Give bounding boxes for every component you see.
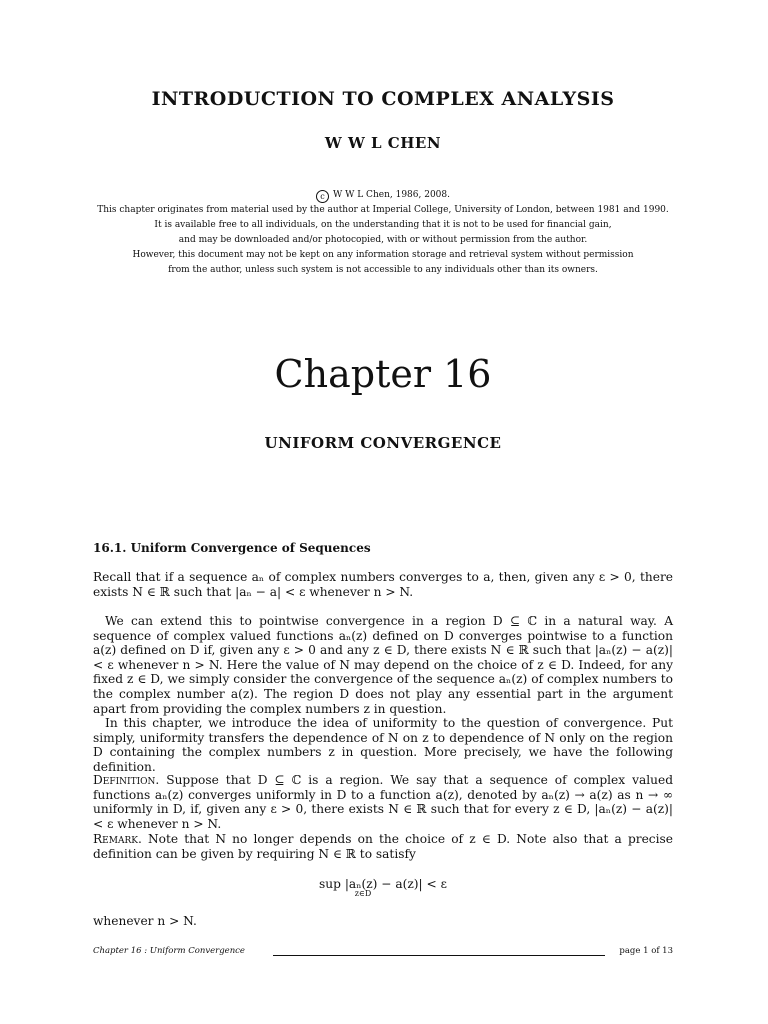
copyright-text: W W L Chen, 1986, 2008. [333, 190, 450, 200]
footer-page-number: page 1 of 13 [619, 946, 673, 956]
paragraph-2: We can extend this to pointwise convergence in a region D ⊆ ℂ in a natural way. A sequence of complex valued functions aₙ(z) defined on D converges pointwise to a function a(z) defined on D if, given any ε > 0 and any z ∈ D, there exists N ∈ ℝ such that |aₙ(z) − a(z)| < ε whenever n > N. Here the value of N may depend on the choice of z ∈ D. Indeed, for any fixed z ∈ D, we simply consider the convergence of the sequence aₙ(z) of complex numbers to the complex number a(z). The region D does not play any essential part in the argument apart from providing the complex numbers z in question. [93, 614, 673, 716]
document-title: INTRODUCTION TO COMPLEX ANALYSIS [151, 88, 615, 110]
definition-paragraph [93, 773, 673, 831]
copyright-line-6: from the author, unless such system is not accessible to any individuals other than its owners. [168, 265, 598, 275]
chapter-subtitle: UNIFORM CONVERGENCE [264, 434, 502, 452]
formula-subscript: z∈D [354, 889, 372, 898]
copyright-line-4: and may be downloaded and/or photocopied, with or without permission from the author. [178, 235, 588, 245]
document-author: W W L CHEN [324, 134, 442, 152]
copyright-line-5: However, this document may not be kept on any information storage and retrieval system without permission [132, 250, 634, 260]
paragraph-1: Recall that if a sequence aₙ of complex numbers converges to a, then, given any ε > 0, there exists N ∈ ℝ such that |aₙ − a| < ε whenever n > N. [93, 570, 673, 599]
definition-label: Definition. [93, 773, 160, 787]
copyright-line-3: It is available free to all individuals, on the understanding that it is not to be used for financial gain, [154, 220, 612, 230]
footer-rule [273, 955, 605, 956]
remark-text: Note that N no longer depends on the choice of z ∈ D. Note also that a precise definition can be given by requiring N ∈ ℝ to satisfy [93, 832, 673, 861]
copyright-line-2: This chapter originates from material used by the author at Imperial College, University of London, between 1981 and 1990. [97, 205, 669, 215]
paragraph-final: whenever n > N. [93, 914, 197, 928]
definition-text: Suppose that D ⊆ ℂ is a region. We say that a sequence of complex valued functions aₙ(z) converges uniformly in D to a function a(z), denoted by aₙ(z) → a(z) as n → ∞ uniformly in D, if, given any ε > 0, there exists N ∈ ℝ such that for every z ∈ D, |aₙ(z) − a(z)| < ε whenever n > N. [93, 773, 673, 831]
footer-chapter-label: Chapter 16 : Uniform Convergence [93, 946, 245, 956]
remark-label: Remark. [93, 832, 142, 846]
copyright-line-1 [73, 188, 693, 203]
copyright-icon: c [316, 190, 329, 203]
copyright-notice [73, 188, 693, 278]
page-footer [93, 946, 673, 960]
chapter-heading: Chapter 16 [274, 352, 492, 396]
remark-paragraph [93, 832, 673, 861]
formula-expression: sup |aₙ(z) − a(z)| < ε [319, 877, 447, 891]
paragraph-3: In this chapter, we introduce the idea of uniformity to the question of convergence. Put simply, uniformity transfers the dependence of N on z to dependence of N only on the region D containing the complex numbers z in question. More precisely, we have the following definition. [93, 716, 673, 774]
display-formula [93, 877, 673, 898]
section-heading: 16.1. Uniform Convergence of Sequences [93, 541, 371, 555]
